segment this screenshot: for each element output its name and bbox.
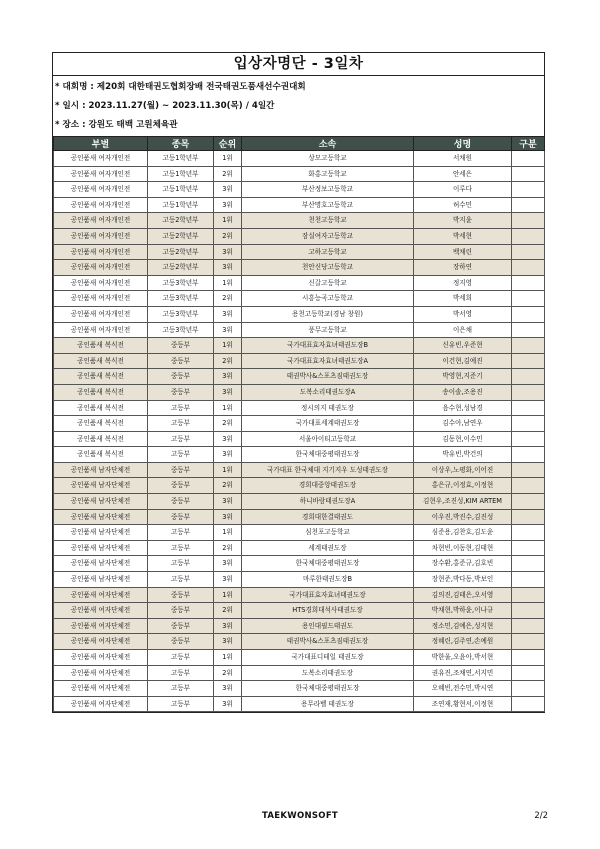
cell-division: 공인품새 여자개인전 [54, 166, 148, 182]
cell-affiliation: 부산명호고등학교 [242, 197, 414, 213]
cell-affiliation: 한국체대중평태권도장 [242, 447, 414, 463]
cell-affiliation: 부산정보고등학교 [242, 182, 414, 198]
cell-rank: 3위 [214, 494, 242, 510]
cell-division: 공인품새 여자개인전 [54, 244, 148, 260]
cell-division: 공인품새 여자단체전 [54, 634, 148, 650]
cell-category [512, 353, 545, 369]
table-row [54, 275, 545, 291]
cell-rank: 3위 [214, 681, 242, 697]
cell-name: 신유빈,우준현 [414, 338, 512, 354]
cell-category [512, 182, 545, 198]
cell-division: 공인품새 복식전 [54, 400, 148, 416]
cell-affiliation: 고하고등학교 [242, 244, 414, 260]
cell-division: 공인품새 여자개인전 [54, 182, 148, 198]
cell-rank: 2위 [214, 353, 242, 369]
cell-name: 박유빈,박건의 [414, 447, 512, 463]
table-row [54, 182, 545, 198]
cell-division: 공인품새 복식전 [54, 416, 148, 432]
cell-name: 박채현,박하윤,이나규 [414, 603, 512, 619]
header-name: 성명 [414, 137, 512, 151]
table-row [54, 431, 545, 447]
cell-rank: 2위 [214, 166, 242, 182]
cell-affiliation: 경희대중앙태권도장 [242, 478, 414, 494]
cell-affiliation: 천천고등학교 [242, 213, 414, 229]
cell-category [512, 275, 545, 291]
cell-rank: 2위 [214, 291, 242, 307]
cell-category [512, 291, 545, 307]
cell-event: 중등부 [148, 353, 214, 369]
cell-category [512, 587, 545, 603]
cell-category [512, 681, 545, 697]
cell-category [512, 260, 545, 276]
table-row [54, 338, 545, 354]
cell-division: 공인품새 여자단체전 [54, 665, 148, 681]
table-row [54, 681, 545, 697]
cell-affiliation: 서울아이티고등학교 [242, 431, 414, 447]
cell-event: 고등부 [148, 556, 214, 572]
table-row [54, 525, 545, 541]
cell-event: 중등부 [148, 603, 214, 619]
cell-event: 고등1학년부 [148, 197, 214, 213]
cell-rank: 1위 [214, 462, 242, 478]
table-row [54, 166, 545, 182]
cell-rank: 3위 [214, 197, 242, 213]
cell-event: 중등부 [148, 478, 214, 494]
cell-rank: 1위 [214, 525, 242, 541]
cell-name: 정혜린,김주연,손예원 [414, 634, 512, 650]
table-row [54, 151, 545, 167]
cell-division: 공인품새 여자단체전 [54, 696, 148, 712]
table-row [54, 291, 545, 307]
table-header-row [54, 137, 545, 151]
cell-category [512, 384, 545, 400]
cell-rank: 1위 [214, 587, 242, 603]
cell-affiliation: 국가대표세계태권도장 [242, 416, 414, 432]
cell-category [512, 525, 545, 541]
footer-brand: TAEKWONSOFT [261, 811, 339, 821]
cell-affiliation: 용인대필드태권도 [242, 618, 414, 634]
table-row [54, 618, 545, 634]
cell-category [512, 306, 545, 322]
header-division: 부별 [54, 137, 148, 151]
cell-rank: 2위 [214, 540, 242, 556]
cell-rank: 3위 [214, 618, 242, 634]
cell-name: 안세은 [414, 166, 512, 182]
cell-affiliation: 태권박사&스포츠짐태권도장 [242, 634, 414, 650]
cell-category [512, 228, 545, 244]
cell-name: 장수환,홍준규,김호빈 [414, 556, 512, 572]
table-row [54, 634, 545, 650]
cell-event: 고등3학년부 [148, 322, 214, 338]
cell-event: 고등3학년부 [148, 275, 214, 291]
cell-category [512, 338, 545, 354]
cell-rank: 3위 [214, 260, 242, 276]
cell-category [512, 540, 545, 556]
cell-category [512, 166, 545, 182]
cell-name: 김의진,김태은,오서영 [414, 587, 512, 603]
cell-rank: 2위 [214, 665, 242, 681]
cell-name: 이우진,박진수,김진성 [414, 509, 512, 525]
cell-category [512, 634, 545, 650]
cell-event: 고등부 [148, 416, 214, 432]
cell-name: 송이솔,조용진 [414, 384, 512, 400]
cell-division: 공인품새 복식전 [54, 353, 148, 369]
cell-affiliation: 국가대표디테일 태권도장 [242, 650, 414, 666]
table-row [54, 369, 545, 385]
header-rank: 순위 [214, 137, 242, 151]
cell-category [512, 462, 545, 478]
cell-category [512, 400, 545, 416]
cell-rank: 3위 [214, 306, 242, 322]
cell-event: 고등부 [148, 525, 214, 541]
cell-affiliation: 상모고등학교 [242, 151, 414, 167]
cell-name: 김현우,조진성,KIM ARTEM [414, 494, 512, 510]
cell-rank: 1위 [214, 400, 242, 416]
table-row [54, 260, 545, 276]
cell-name: 백채린 [414, 244, 512, 260]
cell-category [512, 322, 545, 338]
cell-event: 고등1학년부 [148, 166, 214, 182]
cell-category [512, 244, 545, 260]
cell-name: 이건현,김예진 [414, 353, 512, 369]
cell-division: 공인품새 남자단체전 [54, 572, 148, 588]
header-category: 구분 [512, 137, 545, 151]
cell-category [512, 556, 545, 572]
cell-rank: 3위 [214, 447, 242, 463]
cell-affiliation: 마루한태권도장B [242, 572, 414, 588]
competition-name: * 대회명 : 제20회 대한태권도협회장배 전국태권도품새선수권대회 [55, 82, 306, 92]
cell-category [512, 494, 545, 510]
cell-affiliation: 시흥능곡고등학교 [242, 291, 414, 307]
cell-rank: 1위 [214, 338, 242, 354]
cell-category [512, 603, 545, 619]
cell-rank: 3위 [214, 431, 242, 447]
cell-name: 박영현,지준기 [414, 369, 512, 385]
cell-division: 공인품새 여자개인전 [54, 213, 148, 229]
cell-division: 공인품새 여자개인전 [54, 228, 148, 244]
header-affiliation: 소속 [242, 137, 414, 151]
cell-category [512, 618, 545, 634]
cell-division: 공인품새 남자단체전 [54, 509, 148, 525]
cell-event: 고등2학년부 [148, 244, 214, 260]
cell-event: 중등부 [148, 369, 214, 385]
cell-name: 서채원 [414, 151, 512, 167]
cell-rank: 2위 [214, 603, 242, 619]
cell-rank: 1위 [214, 275, 242, 291]
cell-category [512, 696, 545, 712]
cell-category [512, 213, 545, 229]
cell-name: 장현준,박다동,박보인 [414, 572, 512, 588]
cell-rank: 3위 [214, 369, 242, 385]
cell-name: 정지영 [414, 275, 512, 291]
table-row [54, 322, 545, 338]
cell-name: 홍은규,이정효,이정현 [414, 478, 512, 494]
cell-event: 고등부 [148, 447, 214, 463]
cell-affiliation: 화홍고등학교 [242, 166, 414, 182]
cell-division: 공인품새 여자개인전 [54, 322, 148, 338]
cell-affiliation: 한국체대중평태권도장 [242, 681, 414, 697]
cell-event: 고등부 [148, 400, 214, 416]
cell-affiliation: 국가대표 한국체대 지기지우 도성태권도장 [242, 462, 414, 478]
table-row [54, 400, 545, 416]
cell-affiliation: 국가대표효자효녀태권도장B [242, 338, 414, 354]
cell-category [512, 665, 545, 681]
cell-rank: 3위 [214, 696, 242, 712]
cell-name: 정소민,김예은,성지현 [414, 618, 512, 634]
cell-affiliation: 심천포고등학교 [242, 525, 414, 541]
cell-event: 고등부 [148, 650, 214, 666]
cell-division: 공인품새 여자단체전 [54, 587, 148, 603]
table-row [54, 478, 545, 494]
cell-rank: 2위 [214, 416, 242, 432]
cell-name: 장하연 [414, 260, 512, 276]
cell-event: 고등1학년부 [148, 182, 214, 198]
table-row [54, 384, 545, 400]
cell-category [512, 151, 545, 167]
cell-division: 공인품새 남자단체전 [54, 540, 148, 556]
page-title: 입상자명단 - 3일차 [53, 53, 544, 76]
cell-event: 고등2학년부 [148, 260, 214, 276]
cell-affiliation: 신갈고등학교 [242, 275, 414, 291]
cell-division: 공인품새 여자개인전 [54, 197, 148, 213]
cell-affiliation: 도복소리태권도장 [242, 665, 414, 681]
cell-division: 공인품새 남자단체전 [54, 494, 148, 510]
cell-affiliation: 국가대표효자효녀태권도장A [242, 353, 414, 369]
cell-event: 고등부 [148, 681, 214, 697]
cell-affiliation: 도복소리태권도장A [242, 384, 414, 400]
cell-event: 고등부 [148, 665, 214, 681]
cell-division: 공인품새 여자개인전 [54, 306, 148, 322]
table-row [54, 197, 545, 213]
cell-event: 중등부 [148, 634, 214, 650]
table-row [54, 228, 545, 244]
cell-event: 중등부 [148, 384, 214, 400]
cell-affiliation: 경희대한결태권도 [242, 509, 414, 525]
table-row [54, 509, 545, 525]
cell-name: 이상우,노평화,이어진 [414, 462, 512, 478]
cell-event: 고등부 [148, 696, 214, 712]
cell-event: 중등부 [148, 618, 214, 634]
cell-division: 공인품새 남자단체전 [54, 525, 148, 541]
table-body [54, 151, 545, 712]
cell-division: 공인품새 복식전 [54, 369, 148, 385]
cell-division: 공인품새 복식전 [54, 431, 148, 447]
page-number: 2/2 [534, 811, 548, 821]
cell-category [512, 447, 545, 463]
cell-division: 공인품새 남자단체전 [54, 462, 148, 478]
cell-name: 권유진,조채연,서지민 [414, 665, 512, 681]
cell-affiliation: 천안신당고등학교 [242, 260, 414, 276]
cell-name: 조연재,황현서,이정현 [414, 696, 512, 712]
cell-division: 공인품새 여자개인전 [54, 260, 148, 276]
header-event: 종목 [148, 137, 214, 151]
table-row [54, 540, 545, 556]
cell-name: 박한울,오윤아,박서현 [414, 650, 512, 666]
cell-event: 고등3학년부 [148, 306, 214, 322]
cell-division: 공인품새 복식전 [54, 338, 148, 354]
cell-name: 심준용,김찬호,김도윤 [414, 525, 512, 541]
cell-category [512, 572, 545, 588]
table-row [54, 665, 545, 681]
cell-division: 공인품새 여자단체전 [54, 650, 148, 666]
cell-rank: 1위 [214, 151, 242, 167]
cell-name: 음수현,성남경 [414, 400, 512, 416]
cell-name: 김동현,이수민 [414, 431, 512, 447]
cell-affiliation: 국가대표효자효녀태권도장 [242, 587, 414, 603]
cell-rank: 3위 [214, 572, 242, 588]
cell-division: 공인품새 여자개인전 [54, 275, 148, 291]
cell-event: 중등부 [148, 462, 214, 478]
cell-division: 공인품새 여자단체전 [54, 681, 148, 697]
cell-name: 박세현 [414, 228, 512, 244]
table-row [54, 556, 545, 572]
cell-category [512, 369, 545, 385]
table-row [54, 213, 545, 229]
table-row [54, 696, 545, 712]
cell-rank: 2위 [214, 228, 242, 244]
cell-category [512, 431, 545, 447]
cell-affiliation: 세계태권도장 [242, 540, 414, 556]
table-row [54, 306, 545, 322]
cell-event: 고등부 [148, 431, 214, 447]
cell-rank: 3위 [214, 556, 242, 572]
cell-category [512, 650, 545, 666]
cell-affiliation: HTS경희대석사태권도장 [242, 603, 414, 619]
cell-rank: 3위 [214, 384, 242, 400]
cell-name: 이은채 [414, 322, 512, 338]
competition-venue: * 장소 : 강원도 태백 고원체육관 [55, 120, 178, 130]
cell-category [512, 509, 545, 525]
cell-category [512, 197, 545, 213]
results-page [52, 52, 545, 713]
table-row [54, 244, 545, 260]
cell-division: 공인품새 남자단체전 [54, 556, 148, 572]
table-row [54, 416, 545, 432]
cell-rank: 1위 [214, 213, 242, 229]
cell-rank: 3위 [214, 509, 242, 525]
cell-event: 중등부 [148, 338, 214, 354]
cell-affiliation: 잠실여자고등학교 [242, 228, 414, 244]
table-row [54, 447, 545, 463]
cell-rank: 3위 [214, 322, 242, 338]
cell-rank: 3위 [214, 244, 242, 260]
cell-event: 중등부 [148, 509, 214, 525]
cell-event: 고등2학년부 [148, 213, 214, 229]
table-row [54, 587, 545, 603]
table-row [54, 462, 545, 478]
cell-name: 김수아,남연우 [414, 416, 512, 432]
cell-rank: 1위 [214, 650, 242, 666]
cell-division: 공인품새 복식전 [54, 447, 148, 463]
cell-event: 고등1학년부 [148, 151, 214, 167]
cell-division: 공인품새 여자개인전 [54, 151, 148, 167]
cell-name: 오혜빈,전수민,박시연 [414, 681, 512, 697]
cell-name: 차현빈,이동현,김태현 [414, 540, 512, 556]
cell-event: 고등3학년부 [148, 291, 214, 307]
cell-name: 이루다 [414, 182, 512, 198]
cell-category [512, 478, 545, 494]
cell-event: 고등부 [148, 572, 214, 588]
cell-event: 고등2학년부 [148, 228, 214, 244]
cell-name: 허수민 [414, 197, 512, 213]
cell-event: 고등부 [148, 540, 214, 556]
table-row [54, 603, 545, 619]
table-row [54, 572, 545, 588]
cell-rank: 3위 [214, 182, 242, 198]
results-table [53, 136, 545, 712]
cell-affiliation: 풍무고등학교 [242, 322, 414, 338]
cell-affiliation: 정시의지 태권도장 [242, 400, 414, 416]
cell-rank: 2위 [214, 478, 242, 494]
cell-division: 공인품새 남자단체전 [54, 478, 148, 494]
cell-affiliation: 한국체대중평태권도장 [242, 556, 414, 572]
cell-category [512, 416, 545, 432]
document-frame [52, 52, 545, 713]
cell-affiliation: 용천고등학교(경남 창원) [242, 306, 414, 322]
competition-date: * 일시 : 2023.11.27(월) ~ 2023.11.30(목) / 4일간 [55, 101, 275, 111]
cell-name: 박세희 [414, 291, 512, 307]
table-row [54, 650, 545, 666]
cell-affiliation: 용무라벨 태권도장 [242, 696, 414, 712]
table-row [54, 494, 545, 510]
cell-division: 공인품새 여자단체전 [54, 618, 148, 634]
cell-event: 중등부 [148, 494, 214, 510]
cell-division: 공인품새 복식전 [54, 384, 148, 400]
cell-event: 중등부 [148, 587, 214, 603]
table-row [54, 353, 545, 369]
cell-division: 공인품새 여자단체전 [54, 603, 148, 619]
cell-name: 박서영 [414, 306, 512, 322]
cell-affiliation: 태권박사&스포츠짐태권도장 [242, 369, 414, 385]
cell-rank: 3위 [214, 634, 242, 650]
cell-division: 공인품새 여자개인전 [54, 291, 148, 307]
cell-affiliation: 하니바람태권도장A [242, 494, 414, 510]
cell-name: 박지윤 [414, 213, 512, 229]
